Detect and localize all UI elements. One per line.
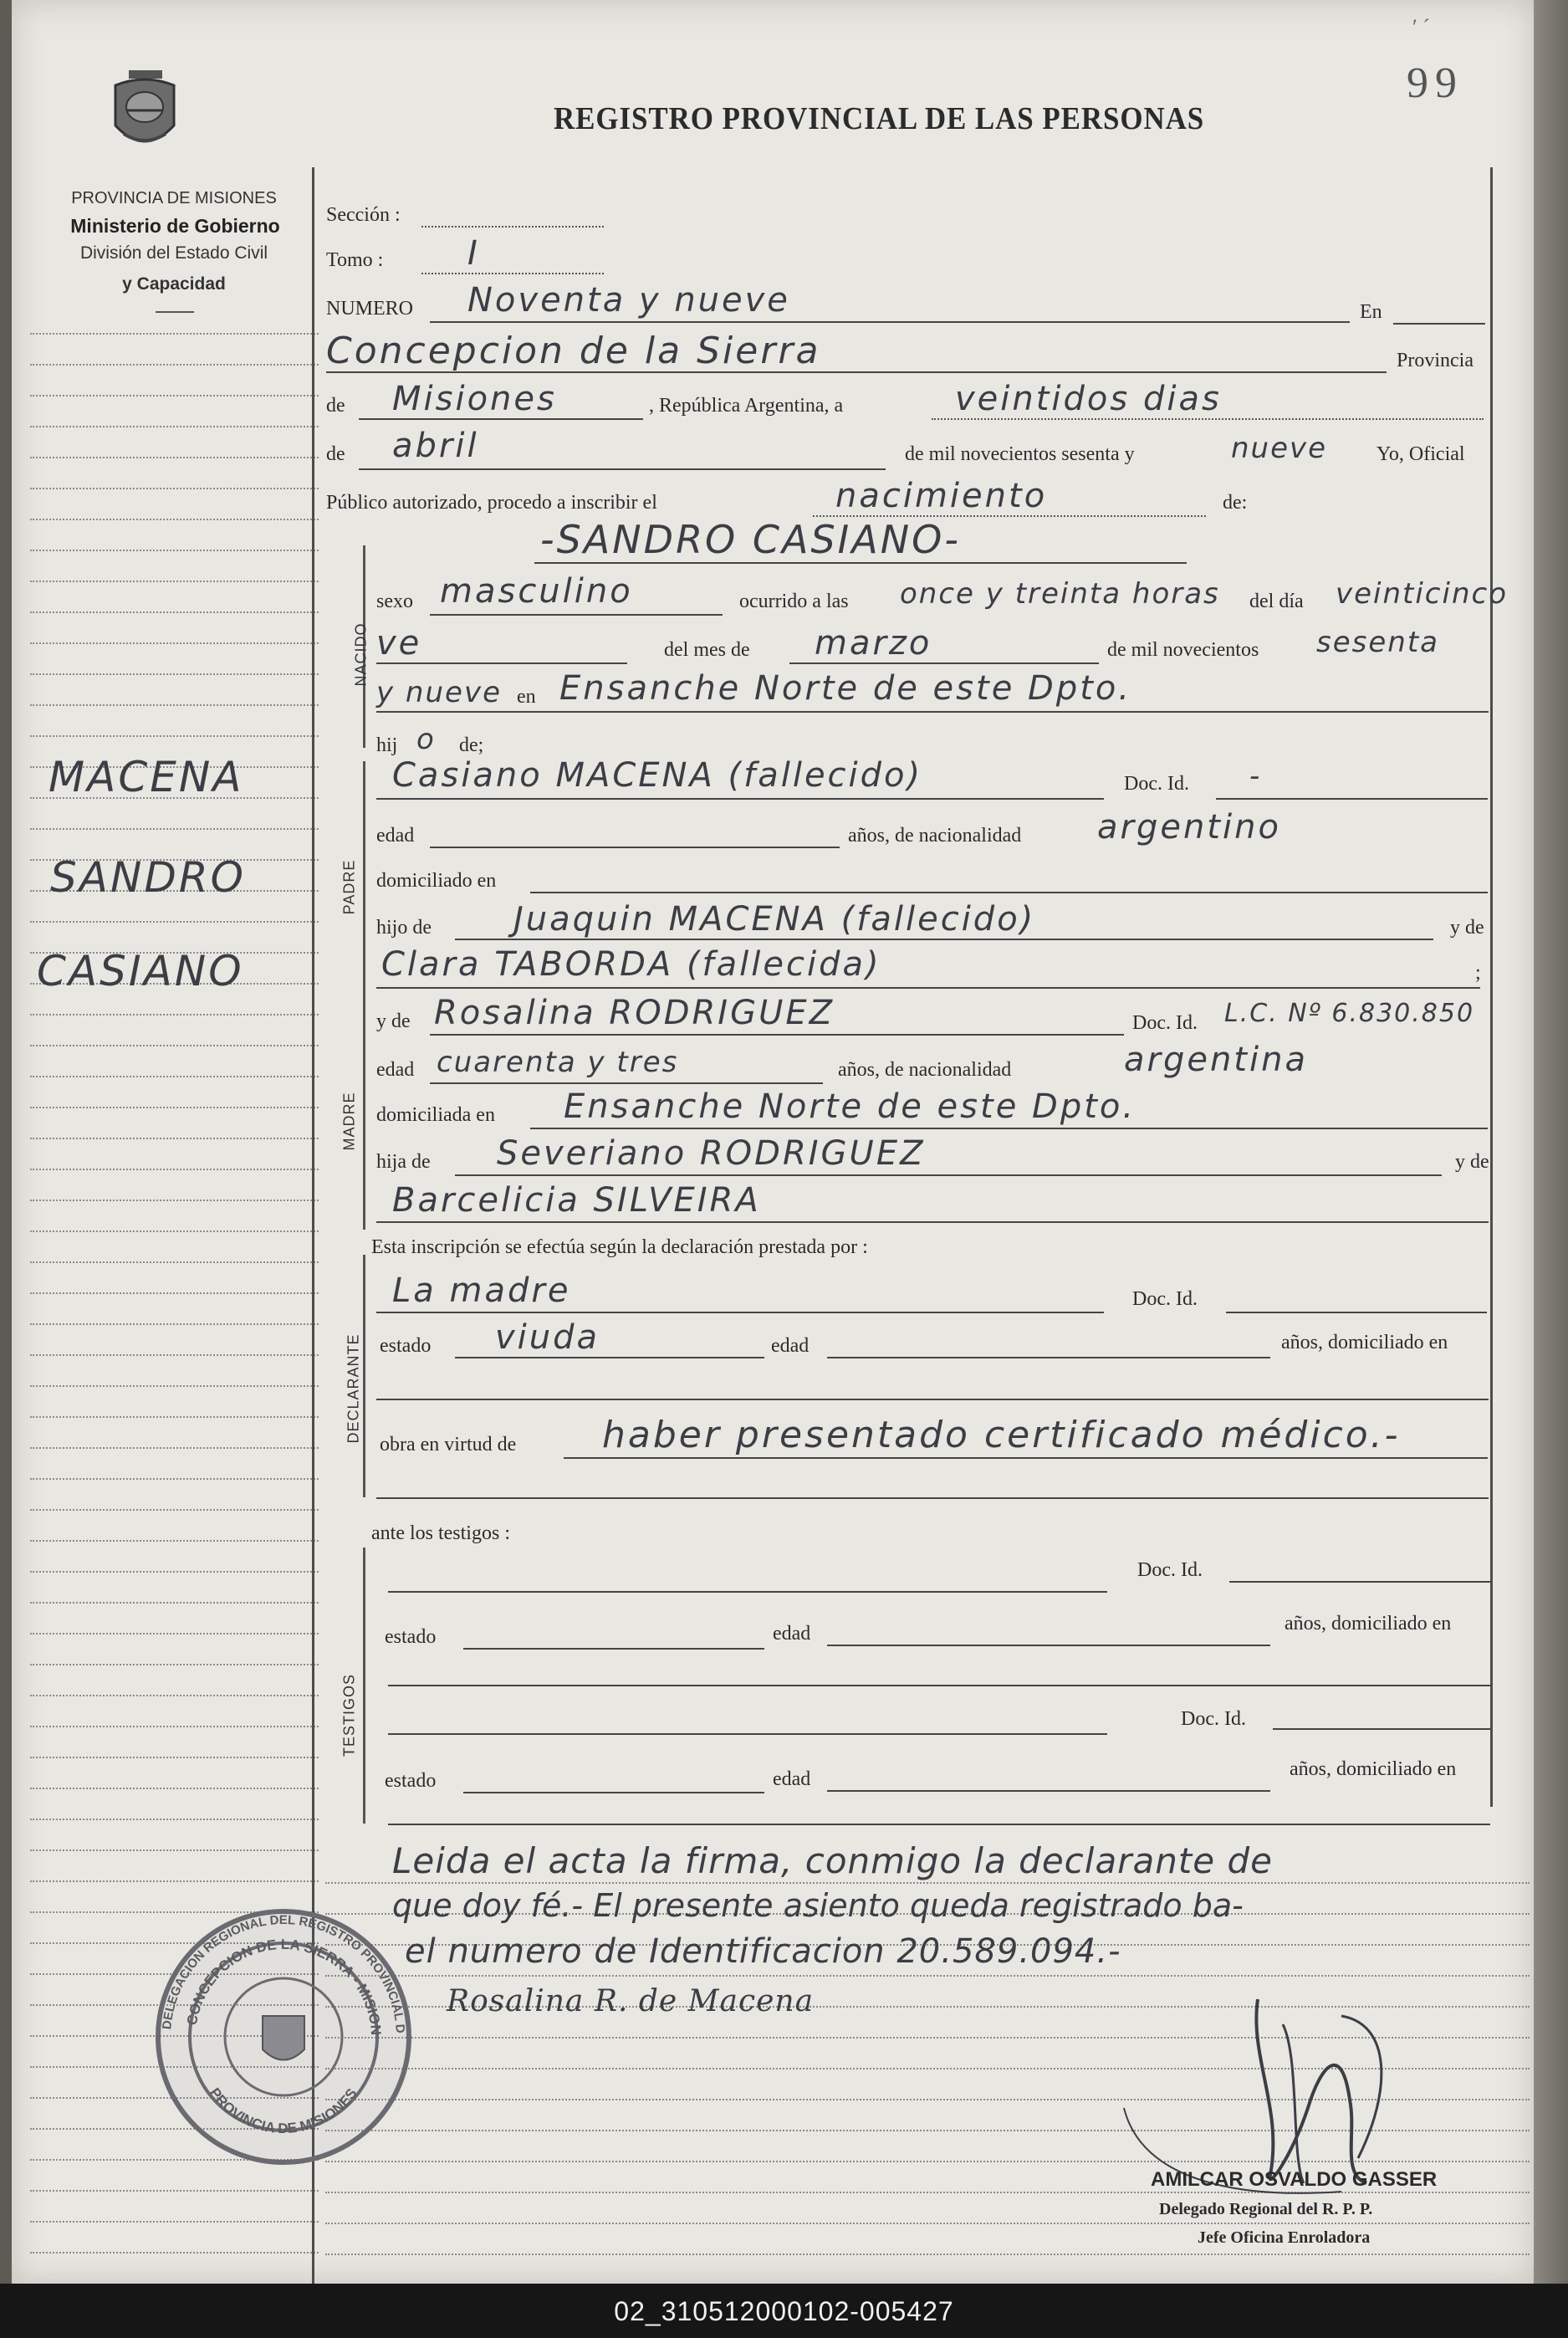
- paternal-grandmother-line: [376, 987, 1480, 989]
- book-edge: [1534, 0, 1568, 2284]
- heading-divider: [156, 311, 194, 313]
- declarant-signature: Rosalina R. de Macena: [447, 1984, 815, 2018]
- margin-ruled-line: [30, 1416, 319, 1418]
- margin-ruled-line: [30, 1788, 319, 1789]
- numero-line: [430, 321, 1350, 323]
- padre-name: Casiano MACENA (fallecido): [392, 756, 923, 795]
- testigos-bracket: [363, 1548, 365, 1824]
- margin-ruled-line: [30, 642, 319, 644]
- margin-ruled-line: [30, 1509, 319, 1511]
- body-ruled-line: [325, 2254, 1530, 2255]
- tomo-line: [421, 273, 604, 274]
- declarante-estado-line: [455, 1357, 764, 1358]
- margin-ruled-line: [30, 1880, 319, 1882]
- dia-line: [376, 663, 627, 664]
- margin-ruled-line: [30, 828, 319, 830]
- lugar-line: [376, 711, 1489, 713]
- place-value: Concepcion de la Sierra: [326, 330, 821, 372]
- testigo1-doc-line: [1229, 1581, 1490, 1583]
- madre-domicilio-line: [530, 1128, 1488, 1129]
- padre-name-line: [376, 798, 1104, 800]
- official-stamp-icon: [146, 1899, 421, 2175]
- testigos-section-label: TESTIGOS: [340, 1674, 358, 1757]
- margin-ruled-line: [30, 673, 319, 675]
- margin-ruled-line: [30, 921, 319, 923]
- de-label: de: [326, 395, 345, 417]
- republica-label: , República Argentina, a: [649, 395, 844, 417]
- sexo-label: sexo: [376, 591, 413, 612]
- margin-ruled-line: [30, 2190, 319, 2192]
- day-value: veintidos dias: [955, 380, 1222, 418]
- paternal-grandmother: Clara TABORDA (fallecida): [381, 945, 881, 984]
- padre-domicilio-label: domiciliado en: [376, 870, 497, 892]
- margin-ruled-line: [30, 488, 319, 489]
- madre-doc-value: L.C. Nº 6.830.850: [1224, 999, 1475, 1028]
- mes-label: del mes de: [664, 639, 750, 661]
- testigo2-edad-line: [827, 1790, 1270, 1792]
- madre-edad-label: edad: [376, 1059, 415, 1081]
- margin-ruled-line: [30, 364, 319, 366]
- yo-label: Yo, Oficial: [1376, 443, 1465, 465]
- padre-anios-label: años, de nacionalidad: [848, 825, 1022, 847]
- testigo1-estado-line: [463, 1648, 764, 1650]
- testigo1-domicilio-line: [388, 1685, 1490, 1686]
- madre-y-de-label: y de: [376, 1010, 411, 1032]
- testigo2-estado-label: estado: [385, 1770, 437, 1792]
- mil-nov-label: de mil novecientos: [1107, 639, 1259, 661]
- testigo2-edad-label: edad: [773, 1768, 811, 1790]
- madre-domicilio-label: domiciliada en: [376, 1104, 495, 1126]
- madre-name: Rosalina RODRIGUEZ: [434, 994, 835, 1032]
- obra-line: [564, 1457, 1488, 1459]
- coat-of-arms-icon: [105, 67, 185, 159]
- closing-line-2: que doy fé.- El presente asiento queda registrado ba-: [392, 1887, 1244, 1924]
- paternal-grandfather: Juaquin MACENA (fallecido): [513, 900, 1036, 939]
- testigo1-edad-label: edad: [773, 1623, 811, 1645]
- sexo-line: [430, 614, 723, 616]
- declarante-bracket: [363, 1255, 365, 1497]
- testigo1-estado-label: estado: [385, 1626, 437, 1648]
- stamp-outer-path: DELEGACION REGIONAL DEL REGISTRO PROVINCIAL D: [160, 1913, 408, 2034]
- obra-label: obra en virtud de: [380, 1434, 517, 1455]
- de2-label: de: [326, 443, 345, 465]
- tomo-value: I: [467, 234, 480, 273]
- act-value: nacimiento: [835, 477, 1048, 515]
- lugar-value: Ensanche Norte de este Dpto.: [559, 669, 1132, 708]
- paternal-grandfather-line: [455, 939, 1433, 940]
- seccion-line: [421, 226, 604, 228]
- division-heading: División del Estado Civil: [79, 243, 268, 263]
- maternal-grandmother-line: [376, 1221, 1489, 1223]
- margin-ruled-line: [30, 735, 319, 737]
- margin-ruled-line: [30, 611, 319, 613]
- nacido-section-label: NACIDO: [352, 622, 370, 687]
- hijo-de-label: de;: [459, 734, 484, 756]
- stamp-bottom-path: PROVINCIA DE MISIONES: [206, 2085, 360, 2137]
- margin-ruled-line: [30, 1200, 319, 1201]
- padre-bracket: [363, 761, 365, 995]
- margin-ruled-line: [30, 1664, 319, 1665]
- numero-label: NUMERO: [326, 298, 414, 320]
- folio-number: 99: [1407, 59, 1463, 107]
- madre-nacionalidad: argentina: [1124, 1041, 1308, 1079]
- body-ruled-line: [325, 1975, 1530, 1977]
- day-line: [932, 418, 1484, 420]
- hijo-value: o: [416, 723, 436, 756]
- margin-ruled-line: [30, 1819, 319, 1820]
- madre-name-line: [430, 1034, 1124, 1036]
- dia-value-continued: ve: [376, 624, 422, 663]
- margin-ruled-line: [30, 2252, 319, 2254]
- ministry-heading: Ministerio de Gobierno: [70, 215, 280, 237]
- body-ruled-line: [325, 1882, 1530, 1884]
- en-place-label: en: [517, 686, 536, 708]
- official-role: Delegado Regional del R. P. P.: [1159, 2200, 1373, 2218]
- testigo1-edad-line: [827, 1645, 1270, 1646]
- document-page: [12, 0, 1534, 2284]
- closing-line-1: Leida el acta la firma, conmigo la declarante de: [392, 1840, 1273, 1881]
- corner-mark: ′ ´: [1412, 15, 1430, 39]
- margin-surname: MACENA: [49, 753, 244, 801]
- de3-label: de:: [1223, 492, 1248, 514]
- en-label: En: [1360, 301, 1382, 323]
- declarante-anios-label: años, domiciliado en: [1281, 1332, 1448, 1353]
- madre-edad-line: [430, 1082, 823, 1084]
- margin-ruled-line: [30, 1478, 319, 1480]
- padre-doc-value: -: [1249, 760, 1262, 793]
- body-ruled-line: [325, 2223, 1530, 2224]
- margin-ruled-line: [30, 1540, 319, 1542]
- margin-ruled-line: [30, 1726, 319, 1727]
- margin-first-name: SANDRO: [50, 853, 246, 902]
- margin-ruled-line: [30, 1323, 319, 1325]
- declarante-name: La madre: [392, 1271, 571, 1310]
- margin-ruled-line: [30, 333, 319, 335]
- madre-domicilio-value: Ensanche Norte de este Dpto.: [564, 1087, 1136, 1126]
- margin-ruled-line: [30, 550, 319, 551]
- seccion-label: Sección :: [326, 204, 401, 226]
- declarante-edad-line: [827, 1357, 1270, 1358]
- margin-ruled-line: [30, 1602, 319, 1604]
- official-office: Jefe Oficina Enroladora: [1198, 2228, 1371, 2247]
- obra-line-2: [376, 1497, 1489, 1499]
- maternal-grandfather: Severiano RODRIGUEZ: [497, 1134, 926, 1173]
- declarante-name-line: [376, 1312, 1104, 1313]
- declarante-doc-label: Doc. Id.: [1132, 1288, 1198, 1310]
- closing-line-3: el numero de Identificacion 20.589.094.-: [405, 1932, 1121, 1971]
- margin-ruled-line: [30, 1571, 319, 1573]
- padre-edad-label: edad: [376, 825, 415, 847]
- testigo1-anios-label: años, domiciliado en: [1285, 1613, 1452, 1635]
- margin-ruled-line: [30, 1014, 319, 1016]
- declarante-domicilio-line: [376, 1399, 1489, 1400]
- padre-domicilio-line: [530, 892, 1488, 893]
- margin-ruled-line: [30, 1076, 319, 1077]
- padre-doc-line: [1216, 798, 1488, 800]
- margin-ruled-line: [30, 704, 319, 706]
- official-name: AMILCAR OSVALDO GASSER: [1151, 2168, 1438, 2191]
- testigo2-estado-line: [463, 1792, 764, 1793]
- margin-ruled-line: [30, 426, 319, 427]
- padre-y-de-label: y de: [1450, 917, 1484, 939]
- declarante-edad-label: edad: [771, 1335, 810, 1357]
- declarante-estado-value: viuda: [495, 1318, 600, 1357]
- registrant-name: -SANDRO CASIANO-: [540, 517, 961, 562]
- testigo2-doc-label: Doc. Id.: [1181, 1708, 1246, 1730]
- testigos-intro: ante los testigos :: [371, 1522, 510, 1544]
- numero-value: Noventa y nueve: [467, 281, 790, 320]
- year-value: nueve: [1231, 432, 1328, 465]
- maternal-grandmother: Barcelicia SILVEIRA: [392, 1181, 761, 1220]
- margin-second-name: CASIANO: [37, 947, 244, 995]
- image-caption: 02_310512000102-005427: [614, 2296, 954, 2326]
- madre-doc-label: Doc. Id.: [1132, 1012, 1198, 1034]
- hora-value: once y treinta horas: [900, 577, 1220, 611]
- capacity-heading: y Capacidad: [122, 274, 226, 294]
- del-dia-label: del día: [1249, 591, 1304, 612]
- madre-hija-de-label: hija de: [376, 1151, 431, 1173]
- body-right-rule: [1490, 167, 1493, 1807]
- testigo2-name-line: [388, 1733, 1107, 1735]
- margin-ruled-line: [30, 1757, 319, 1758]
- padre-edad-line: [430, 847, 840, 848]
- margin-ruled-line: [30, 1385, 319, 1387]
- margin-ruled-line: [30, 1695, 319, 1696]
- padre-hijo-de-label: hijo de: [376, 917, 432, 939]
- hijo-label: hij: [376, 734, 398, 756]
- margin-ruled-line: [30, 457, 319, 458]
- en-line: [1393, 323, 1485, 325]
- place-line: [326, 371, 1387, 373]
- month-line: [359, 468, 886, 470]
- obra-value: haber presentado certificado médico.-: [602, 1414, 1401, 1456]
- anio-value-continued: y nueve: [376, 676, 502, 709]
- padre-nacionalidad: argentino: [1097, 808, 1281, 847]
- margin-ruled-line: [30, 1230, 319, 1232]
- publico-label: Público autorizado, procedo a inscribir el: [326, 492, 657, 514]
- page-title: REGISTRO PROVINCIAL DE LAS PERSONAS: [554, 101, 1205, 136]
- madre-anios-label: años, de nacionalidad: [838, 1059, 1012, 1081]
- margin-ruled-line: [30, 1045, 319, 1046]
- provincia-label: Provincia: [1397, 350, 1474, 371]
- padre-doc-label: Doc. Id.: [1124, 773, 1189, 795]
- testigo1-name-line: [388, 1591, 1107, 1593]
- madre-y-de-2-label: y de: [1455, 1151, 1489, 1173]
- sexo-value: masculino: [440, 572, 633, 611]
- mil-label: de mil novecientos sesenta y: [905, 443, 1135, 465]
- padre-section-label: PADRE: [340, 859, 358, 915]
- margin-ruled-line: [30, 519, 319, 520]
- margin-ruled-line: [30, 2221, 319, 2223]
- registrant-line: [534, 562, 1187, 564]
- ocurrido-label: ocurrido a las: [739, 591, 849, 612]
- province-line: [359, 418, 643, 420]
- margin-ruled-line: [30, 1849, 319, 1851]
- tomo-label: Tomo :: [326, 249, 384, 271]
- testigo2-domicilio-line: [388, 1824, 1490, 1825]
- margin-ruled-line: [30, 1107, 319, 1108]
- testigo2-doc-line: [1273, 1728, 1490, 1730]
- semicolon-mark: ;: [1475, 962, 1481, 984]
- margin-ruled-line: [30, 1633, 319, 1635]
- margin-ruled-line: [30, 395, 319, 396]
- declarante-intro: Esta inscripción se efectúa según la declaración prestada por :: [371, 1236, 868, 1258]
- maternal-grandfather-line: [455, 1174, 1442, 1176]
- margin-ruled-line: [30, 1138, 319, 1139]
- testigo2-anios-label: años, domiciliado en: [1290, 1758, 1457, 1780]
- margin-ruled-line: [30, 1354, 319, 1356]
- madre-edad-value: cuarenta y tres: [437, 1046, 679, 1079]
- dia-value: veinticinco: [1336, 577, 1508, 611]
- declarante-estado-label: estado: [380, 1335, 432, 1357]
- declarante-doc-line: [1226, 1312, 1487, 1313]
- province-value: Misiones: [392, 380, 557, 418]
- month-value: abril: [392, 427, 479, 465]
- madre-section-label: MADRE: [340, 1092, 358, 1151]
- margin-ruled-line: [30, 1447, 319, 1449]
- margin-ruled-line: [30, 1169, 319, 1170]
- province-heading: PROVINCIA DE MISIONES: [71, 189, 277, 207]
- margin-ruled-line: [30, 581, 319, 582]
- madre-bracket: [363, 995, 365, 1230]
- testigo1-doc-label: Doc. Id.: [1137, 1559, 1203, 1581]
- margin-ruled-line: [30, 1261, 319, 1263]
- mes-line: [789, 663, 1099, 664]
- stamp-inner-path: CONCEPCION DE LA SIERRA - MISION: [183, 1936, 385, 2036]
- margin-ruled-line: [30, 1292, 319, 1294]
- mes-value: marzo: [815, 624, 932, 663]
- declarante-section-label: DECLARANTE: [345, 1333, 362, 1444]
- anio-value: sesenta: [1316, 626, 1439, 659]
